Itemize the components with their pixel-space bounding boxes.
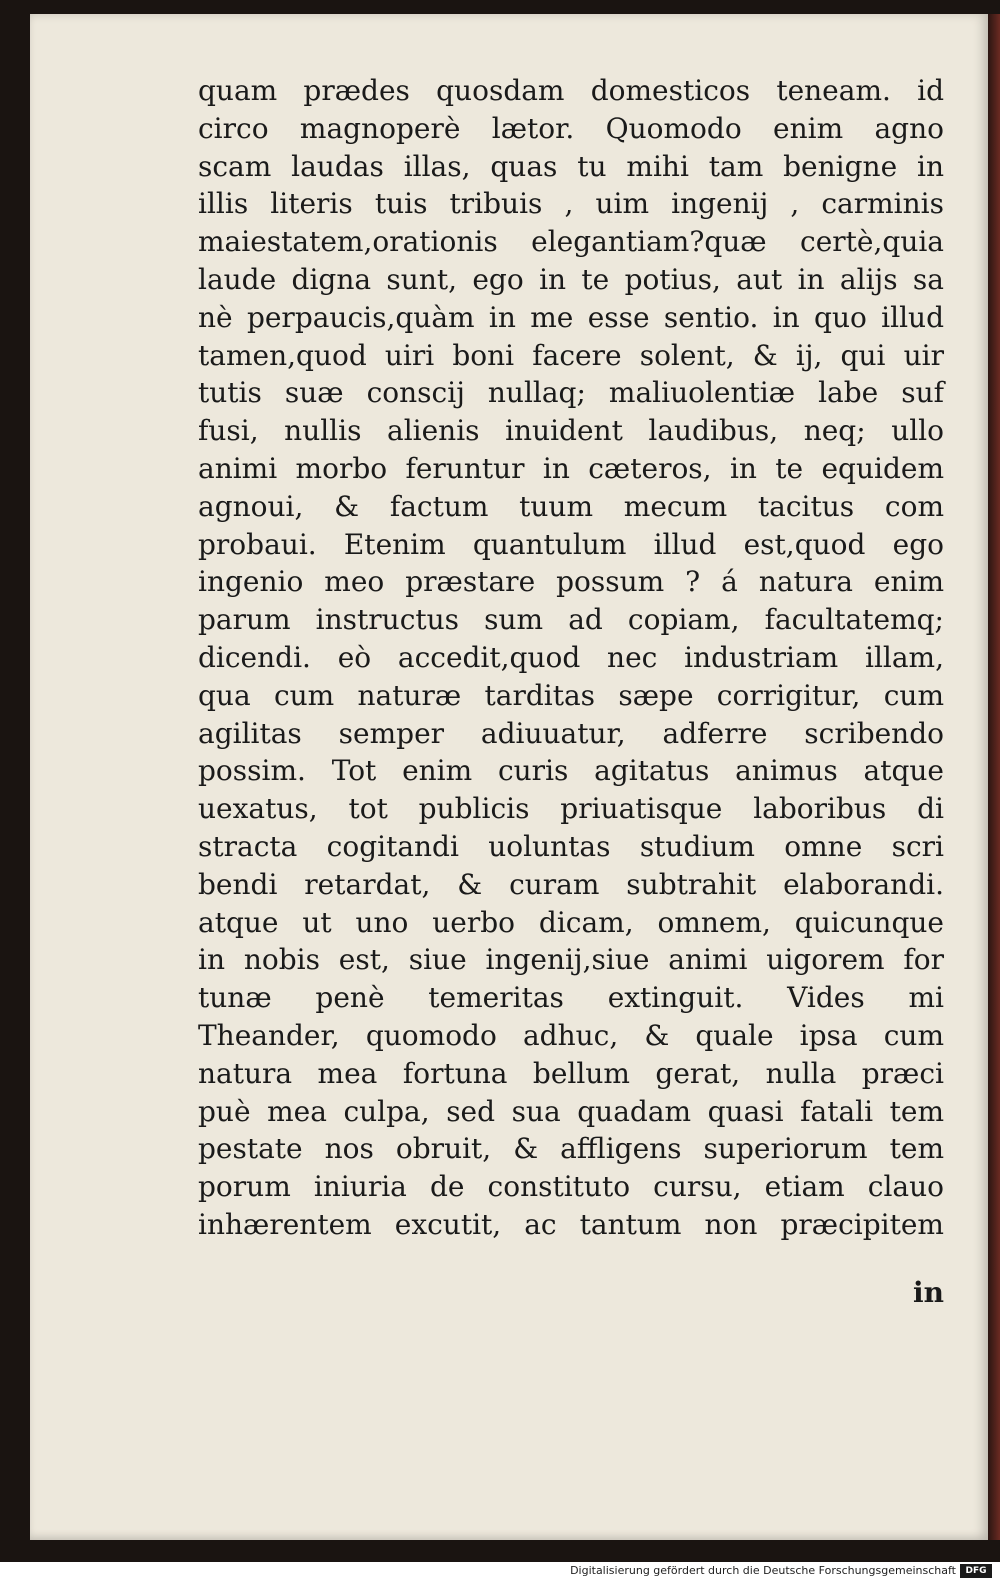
text-line: pestate nos obruit, & affligens superiorum tem — [198, 1132, 944, 1166]
text-line: tunæ penè temeritas extinguit. Vides mi — [198, 981, 944, 1015]
text-line: ingenio meo præstare possum ? á natura enim — [198, 565, 944, 599]
dfg-logo: DFG — [960, 1564, 992, 1578]
text-line: Theander, quomodo adhuc, & quale ipsa cum — [198, 1018, 944, 1052]
text-line: porum iniuria de constituto cursu, etiam clauo — [198, 1170, 944, 1204]
text-line: dicendi. eò accedit,quod nec industriam illam, — [198, 640, 944, 674]
text-line: animi morbo feruntur in cæteros, in te equidem — [198, 451, 944, 485]
text-line: fusi, nullis alienis inuident laudibus, neq; ullo — [198, 414, 944, 448]
text-line: stracta cogitandi uoluntas studium omne scri — [198, 829, 944, 863]
text-line: laude digna sunt, ego in te potius, aut in alijs sa — [198, 262, 944, 296]
text-line: agnoui, & factum tuum mecum tacitus com — [198, 489, 944, 523]
text-line: uexatus, tot publicis priuatisque laboribus di — [198, 792, 944, 826]
text-line: illis literis tuis tribuis , uim ingenij , carminis — [198, 187, 944, 221]
text-line: quam prædes quosdam domesticos teneam. id — [198, 74, 944, 107]
text-line: probaui. Etenim quantulum illud est,quod ego — [198, 527, 944, 561]
text-line: parum instructus sum ad copiam, facultatemq; — [198, 603, 944, 637]
text-line: nè perpaucis,quàm in me esse sentio. in quo illud — [198, 300, 944, 334]
text-line: in nobis est, siue ingenij,siue animi uigorem for — [198, 943, 944, 977]
text-line: natura mea fortuna bellum gerat, nulla præci — [198, 1056, 944, 1090]
page-edge — [988, 14, 1000, 1540]
text-line: tutis suæ conscij nullaq; maliuolentiæ labe suf — [198, 376, 944, 410]
text-line: atque ut uno uerbo dicam, omnem, quicunque — [198, 905, 944, 939]
page-text — [198, 72, 944, 1244]
catchword: in — [913, 1276, 944, 1309]
text-line: scam laudas illas, quas tu mihi tam benigne in — [198, 149, 944, 183]
text-line: circo magnoperè lætor. Quomodo enim agno — [198, 111, 944, 145]
text-line: agilitas semper adiuuatur, adferre scribendo — [198, 716, 944, 750]
text-line: inhærentem excutit, ac tantum non præcipitem — [198, 1207, 944, 1241]
footer-credit: Digitalisierung gefördert durch die Deutsche Forschungsgemeinschaft — [570, 1564, 956, 1577]
text-line: qua cum naturæ tarditas sæpe corrigitur, cum — [198, 678, 944, 712]
text-line: maiestatem,orationis elegantiam?quæ certè,quia — [198, 225, 944, 259]
text-line: puè mea culpa, sed sua quadam quasi fatali tem — [198, 1094, 944, 1128]
text-line: possim. Tot enim curis agitatus animus atque — [198, 754, 944, 788]
text-line: tamen,quod uiri boni facere solent, & ij, qui uir — [198, 338, 944, 372]
text-line: bendi retardat, & curam subtrahit elaborandi. — [198, 867, 944, 901]
